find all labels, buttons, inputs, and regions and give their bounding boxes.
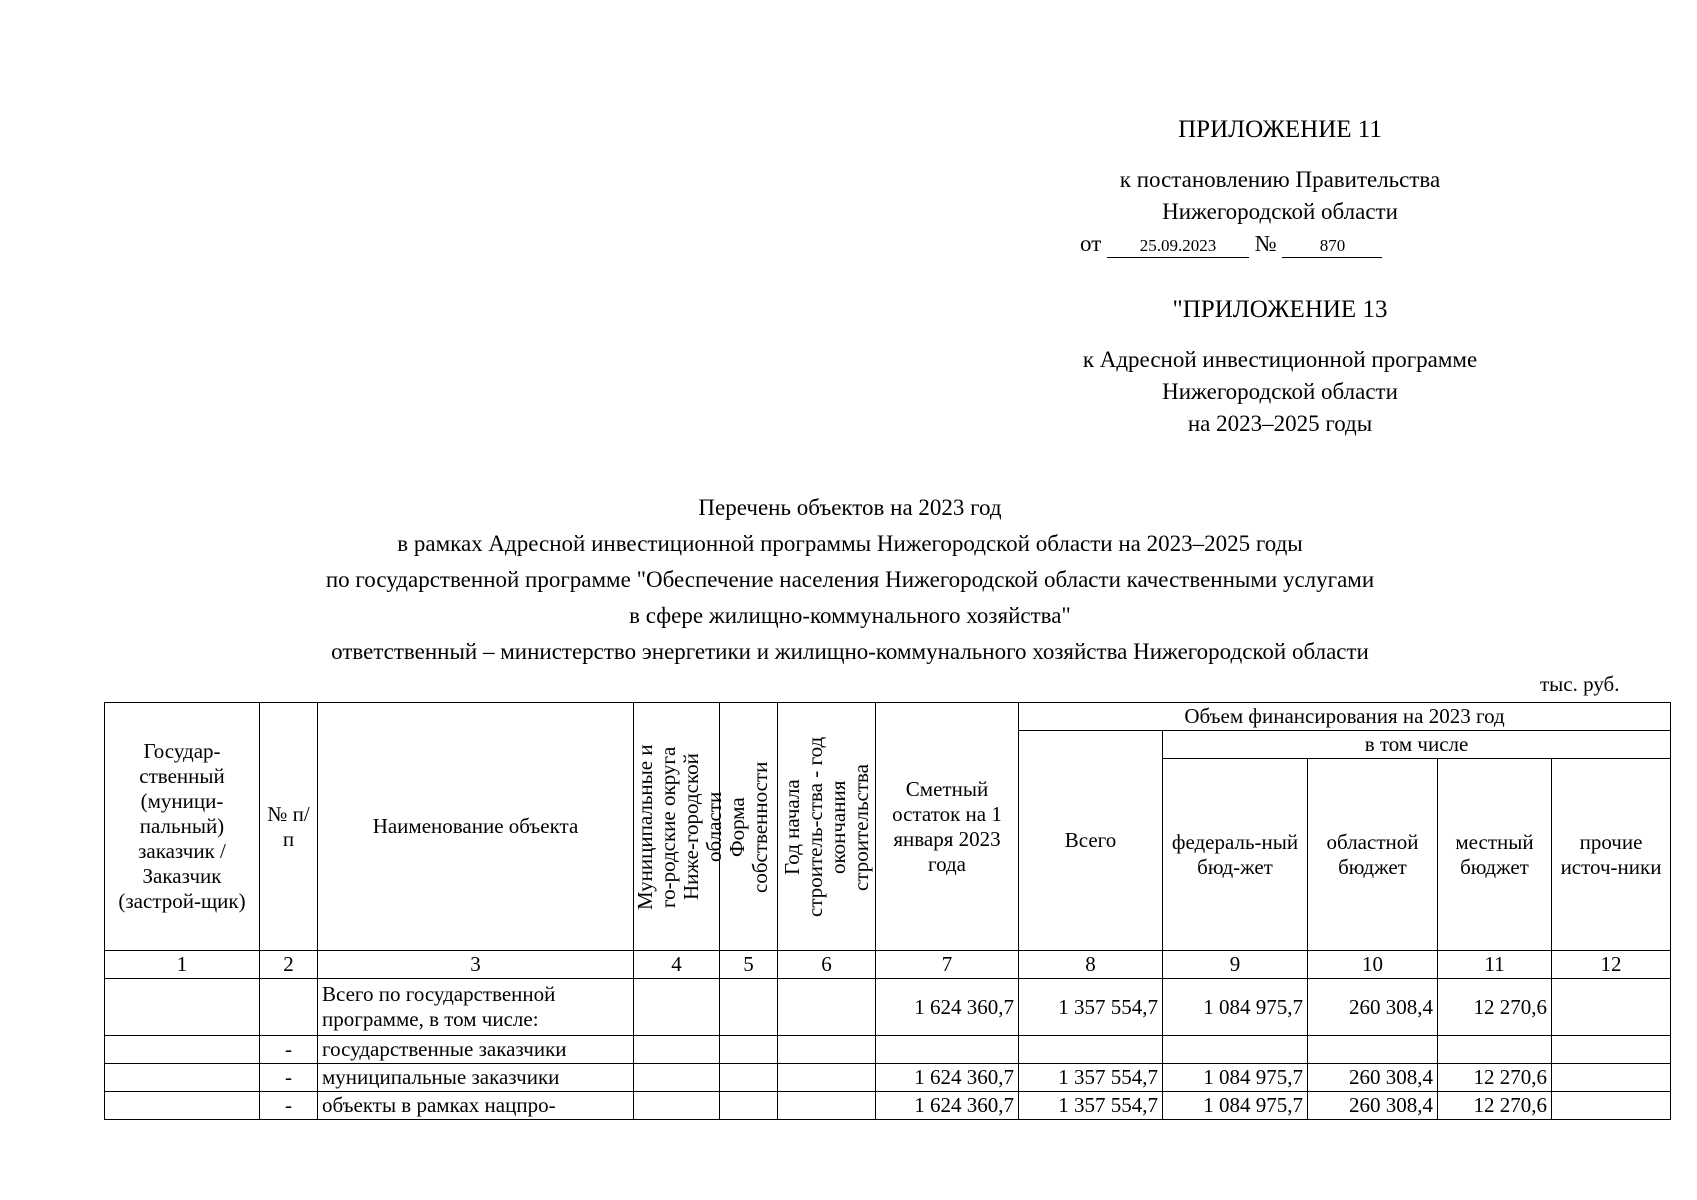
cell-ownership (720, 979, 778, 1036)
column-number: 2 (260, 951, 318, 979)
appendix-date-line (1080, 228, 1520, 260)
header-including: в том числе (1163, 731, 1671, 759)
column-number: 12 (1552, 951, 1671, 979)
cell-years (778, 1064, 876, 1092)
appendix-title: ПРИЛОЖЕНИЕ 11 (1178, 116, 1382, 143)
heading-line: в рамках Адресной инвестиционной программы Нижегородской области на 2023–2025 годы (397, 531, 1303, 556)
heading-line: в сфере жилищно-коммунального хозяйства" (629, 603, 1071, 628)
appendix-recipient-line: к постановлению Правительства (1119, 167, 1441, 192)
appendix-number: 870 (1282, 235, 1382, 258)
cell-local: 12 270,6 (1438, 1092, 1552, 1120)
table-row (105, 1036, 1671, 1064)
cell-regional (1308, 1036, 1438, 1064)
cell-other (1552, 979, 1671, 1036)
cell-number: - (260, 1092, 318, 1120)
column-number: 11 (1438, 951, 1552, 979)
cell-number: - (260, 1036, 318, 1064)
quoted-appendix-line: на 2023–2025 годы (1187, 411, 1373, 436)
header-customer: Государ-ственный (муници-пальный) заказчик / Заказчик (застрой-щик) (105, 703, 260, 951)
appendix-date: 25.09.2023 (1107, 235, 1249, 258)
cell-object-name: Всего по государственной программе, в том числе: (318, 979, 634, 1036)
header-municipal-districts-text: Муниципальные и го-родские округа Ниже-городской области (633, 743, 726, 910)
heading-line: по государственной программе "Обеспечение населения Нижегородской области качественными услугами (325, 567, 1375, 592)
cell-total: 1 357 554,7 (1019, 1064, 1163, 1092)
column-number: 10 (1308, 951, 1438, 979)
cell-other (1552, 1036, 1671, 1064)
column-number: 6 (778, 951, 876, 979)
column-number: 3 (318, 951, 634, 979)
header-municipal-districts (633, 703, 726, 951)
cell-total: 1 357 554,7 (1019, 979, 1163, 1036)
table-row (105, 1092, 1671, 1120)
cell-regional: 260 308,4 (1308, 979, 1438, 1036)
cell-local: 12 270,6 (1438, 1064, 1552, 1092)
column-number: 4 (634, 951, 720, 979)
table-row (105, 1064, 1671, 1092)
cell-years (778, 1036, 876, 1064)
number-sign: № (1254, 231, 1277, 256)
document-heading (120, 490, 1580, 670)
cell-customer (105, 979, 260, 1036)
cell-municipal (634, 1064, 720, 1092)
quoted-appendix-line: Нижегородской области (1162, 379, 1398, 404)
header-construction-years (778, 703, 876, 951)
cell-local: 12 270,6 (1438, 979, 1552, 1036)
cell-municipal (634, 1092, 720, 1120)
cell-estimate: 1 624 360,7 (876, 1092, 1019, 1120)
cell-years (778, 1092, 876, 1120)
cell-customer (105, 1092, 260, 1120)
header-regional-budget: областной бюджет (1308, 759, 1438, 951)
cell-total (1019, 1036, 1163, 1064)
appendix-recipient (1020, 164, 1540, 228)
heading-line: ответственный – министерство энергетики и жилищно-коммунального хозяйства Нижегородской области (331, 639, 1369, 664)
cell-ownership (720, 1036, 778, 1064)
cell-estimate: 1 624 360,7 (876, 1064, 1019, 1092)
units-label: тыс. руб. (1540, 672, 1620, 696)
column-number: 5 (720, 951, 778, 979)
cell-federal (1163, 1036, 1308, 1064)
column-number: 9 (1163, 951, 1308, 979)
cell-other (1552, 1064, 1671, 1092)
cell-municipal (634, 979, 720, 1036)
cell-number (260, 979, 318, 1036)
cell-local (1438, 1036, 1552, 1064)
quoted-appendix-recipient (980, 344, 1580, 440)
header-total: Всего (1019, 731, 1163, 951)
quoted-appendix-line: к Адресной инвестиционной программе (1082, 347, 1478, 372)
cell-customer (105, 1064, 260, 1092)
quoted-appendix-title: "ПРИЛОЖЕНИЕ 13 (1172, 296, 1388, 323)
cell-federal: 1 084 975,7 (1163, 1092, 1308, 1120)
date-prefix: от (1080, 231, 1102, 256)
column-number: 7 (876, 951, 1019, 979)
header-estimate-balance: Сметный остаток на 1 января 2023 года (876, 703, 1019, 951)
header-ownership-form-text: Форма собственности (724, 760, 772, 893)
cell-ownership (720, 1092, 778, 1120)
column-number: 8 (1019, 951, 1163, 979)
column-numbers-row (105, 951, 1671, 979)
cell-object-name: муниципальные заказчики (318, 1064, 634, 1092)
cell-years (778, 979, 876, 1036)
cell-municipal (634, 1036, 720, 1064)
cell-ownership (720, 1064, 778, 1092)
header-ownership-form (720, 703, 778, 951)
header-local-budget: местный бюджет (1438, 759, 1552, 951)
cell-object-name: объекты в рамках нацпро- (318, 1092, 634, 1120)
cell-estimate (876, 1036, 1019, 1064)
cell-total: 1 357 554,7 (1019, 1092, 1163, 1120)
column-number: 1 (105, 951, 260, 979)
cell-estimate: 1 624 360,7 (876, 979, 1019, 1036)
cell-regional: 260 308,4 (1308, 1092, 1438, 1120)
cell-regional: 260 308,4 (1308, 1064, 1438, 1092)
cell-object-name: государственные заказчики (318, 1036, 634, 1064)
header-row (105, 703, 1671, 731)
header-number: № п/п (260, 703, 318, 951)
header-object-name: Наименование объекта (318, 703, 634, 951)
objects-table (104, 702, 1671, 1120)
header-construction-years-text: Год начала строитель-ства - год окончания строительства (779, 736, 873, 917)
appendix-recipient-line: Нижегородской области (1162, 199, 1398, 224)
cell-other (1552, 1092, 1671, 1120)
header-other-sources: прочие источ-ники (1552, 759, 1671, 951)
cell-customer (105, 1036, 260, 1064)
cell-number: - (260, 1064, 318, 1092)
cell-federal: 1 084 975,7 (1163, 979, 1308, 1036)
header-federal-budget: федераль-ный бюд-жет (1163, 759, 1308, 951)
table-row (105, 979, 1671, 1036)
cell-federal: 1 084 975,7 (1163, 1064, 1308, 1092)
heading-line: Перечень объектов на 2023 год (698, 495, 1002, 520)
header-financing: Объем финансирования на 2023 год (1019, 703, 1671, 731)
